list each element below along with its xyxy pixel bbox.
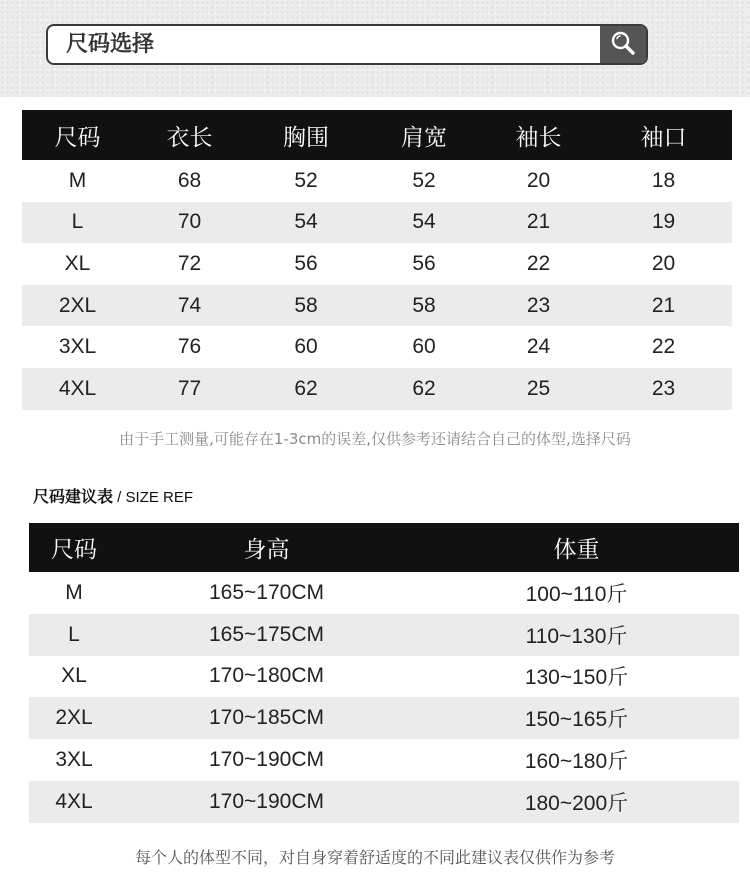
- table-header-row: [22, 110, 732, 160]
- table-cell: XL: [61, 664, 87, 688]
- table-row: [22, 160, 732, 202]
- header-cell: 衣长: [133, 110, 246, 160]
- table-cell: 22: [651, 335, 676, 359]
- table-cell: 23: [595, 368, 732, 410]
- table-cell: 58: [246, 285, 366, 327]
- table-cell: 110~130斤: [414, 614, 739, 656]
- table-cell: M: [68, 168, 87, 192]
- table-cell: L: [29, 614, 119, 656]
- table-row: [29, 739, 739, 781]
- table-cell: 180~200斤: [414, 781, 739, 823]
- table-cell: L: [22, 202, 133, 244]
- table-cell: 68: [177, 168, 202, 192]
- table-cell: 19: [595, 202, 732, 244]
- size-ref-table: [29, 523, 739, 823]
- table-cell: 25: [482, 368, 595, 410]
- table-cell: 77: [133, 368, 246, 410]
- header-band: [0, 0, 750, 97]
- table-cell: 165~175CM: [119, 614, 414, 656]
- search-bar[interactable]: [46, 24, 648, 65]
- table-cell: 60: [294, 335, 318, 359]
- table-row: [29, 781, 739, 823]
- table-cell: 20: [526, 168, 551, 192]
- table-cell: 165~170CM: [209, 580, 324, 604]
- table-cell: 170~185CM: [119, 697, 414, 739]
- table-cell: 62: [366, 368, 482, 410]
- table-row: [29, 656, 739, 698]
- table-cell: 54: [246, 202, 366, 244]
- section-title: [33, 484, 193, 507]
- table-cell: 18: [651, 168, 676, 192]
- table-cell: 170~190CM: [119, 781, 414, 823]
- search-button[interactable]: [600, 26, 646, 63]
- table-row: [29, 697, 739, 739]
- table-cell: 4XL: [29, 781, 119, 823]
- table-row: [22, 326, 732, 368]
- table-row: [22, 368, 732, 410]
- table-cell: 72: [177, 251, 202, 275]
- table-cell: 52: [294, 168, 318, 192]
- size-chart-table: [22, 110, 732, 410]
- table-cell: 52: [412, 168, 436, 192]
- header-cell: 胸围: [246, 110, 366, 160]
- table-cell: 76: [177, 335, 202, 359]
- table-cell: 170~190CM: [209, 748, 324, 772]
- table-cell: 160~180斤: [524, 750, 629, 774]
- table-cell: 100~110斤: [525, 582, 628, 606]
- table-cell: 3XL: [55, 748, 93, 772]
- header-cell: 袖口: [595, 110, 732, 160]
- header-cell: 袖长: [482, 110, 595, 160]
- header-cell: 肩宽: [366, 110, 482, 160]
- table-cell: 23: [482, 285, 595, 327]
- table-cell: 21: [482, 202, 595, 244]
- table-cell: 54: [366, 202, 482, 244]
- table-cell: 58: [366, 285, 482, 327]
- measurement-note: 由于手工测量,可能存在1-3cm的误差,仅供参考还请结合自己的体型,选择尺码: [119, 430, 631, 448]
- header-cell: 体重: [414, 523, 739, 572]
- table-cell: 56: [294, 251, 318, 275]
- table-cell: 170~180CM: [209, 664, 324, 688]
- table-cell: 22: [526, 251, 551, 275]
- table-cell: M: [65, 580, 83, 604]
- table-cell: 3XL: [58, 335, 97, 359]
- table-cell: 20: [651, 251, 676, 275]
- table-cell: 70: [133, 202, 246, 244]
- table-cell: 4XL: [22, 368, 133, 410]
- table-row: [22, 285, 732, 327]
- table-cell: 2XL: [22, 285, 133, 327]
- table-cell: 2XL: [29, 697, 119, 739]
- search-label: 尺码选择: [66, 32, 155, 57]
- header-cell: 尺码: [22, 110, 133, 160]
- table-cell: 150~165斤: [414, 697, 739, 739]
- table-cell: XL: [64, 251, 91, 275]
- header-cell: 身高: [119, 523, 414, 572]
- table-row: [29, 572, 739, 614]
- table-cell: 21: [595, 285, 732, 327]
- table-row: [22, 243, 732, 285]
- table-cell: 56: [412, 251, 436, 275]
- table-cell: 62: [246, 368, 366, 410]
- table-header-row: [29, 523, 739, 572]
- header-cell: 尺码: [29, 523, 119, 572]
- table-cell: 60: [412, 335, 436, 359]
- table-row: [22, 202, 732, 244]
- section-title-en: / SIZE REF: [113, 489, 194, 506]
- table-cell: 24: [526, 335, 551, 359]
- table-cell: 74: [133, 285, 246, 327]
- section-title-cn: 尺码建议表: [33, 487, 114, 506]
- reference-note: 每个人的体型不同，对自身穿着舒适度的不同此建议表仅供作为参考: [134, 848, 615, 867]
- table-cell: 130~150斤: [524, 666, 629, 690]
- search-icon: [609, 29, 637, 61]
- table-row: [29, 614, 739, 656]
